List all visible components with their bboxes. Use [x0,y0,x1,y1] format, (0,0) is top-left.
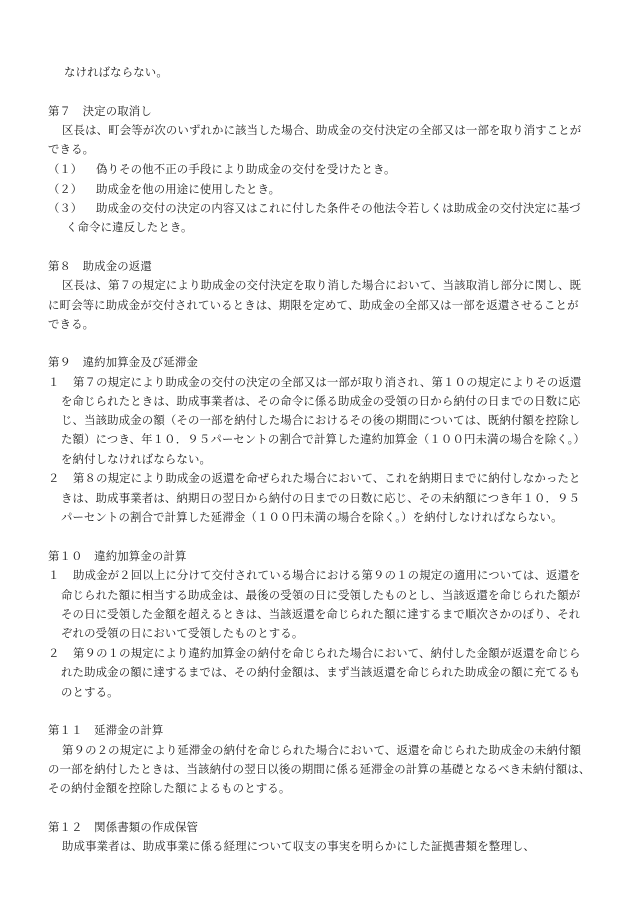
list-item-continuation: その日に受領した金額を超えるときは、当該返還を命じられた額に達するまで順次さかのぼり、それ [61,607,581,621]
item-number: １ [48,375,60,389]
paragraph-line: 区長は、第７の規定により助成金の交付決定を取り消した場合において、当該取消し部分に関し、既 [62,278,582,292]
text-line: なければならない。 [64,65,168,79]
section-heading-7: 第７ 決定の取消し [48,104,152,118]
list-item-continuation: を納付しなければならない。 [61,452,212,466]
paragraph-line: できる。 [48,317,95,331]
list-item: 助成金の交付の決定の内容又はこれに付した条件その他法令若しくは助成金の交付決定に基づ [96,201,581,215]
paragraph-line: の一部を納付したときは、当該納付の翌日以後の期間に係る延滞金の計算の基礎となるべき未納付額は、 [48,762,591,776]
item-number: ２ [48,471,60,485]
item-number: １ [48,568,60,582]
list-item-continuation: 命じられた額に相当する助成金は、最後の受領の日に受領したものとし、当該返還を命じられた額が [61,588,581,602]
list-item: 第７の規定により助成金の交付の決定の全部又は一部が取り消され、第１０の規定によりその返還 [73,375,582,389]
section-heading-12: 第１２ 関係書類の作成保管 [48,820,199,834]
item-number: （１） [48,162,83,176]
list-item: 第９の１の規定により違約加算金の納付を命じられた場合において、納付した金額が返還を命じら [73,646,581,660]
list-item-continuation: パーセントの割合で計算した延滞金（１００円未満の場合を除く。）を納付しなければならない。 [61,510,563,524]
item-number: （２） [48,182,83,196]
paragraph-line: 助成事業者は、助成事業に係る経理について収支の事実を明らかにした証拠書類を整理し、 [62,839,535,853]
section-heading-9: 第９ 違約加算金及び延滞金 [48,355,199,369]
paragraph-line: 区長は、町会等が次のいずれかに該当した場合、助成金の交付決定の全部又は一部を取り消すことが [62,123,582,137]
section-heading-8: 第８ 助成金の返還 [48,259,152,273]
paragraph-line: に町会等に助成金が交付されているときは、期限を定めて、助成金の全部又は一部を返還させることが [48,298,579,312]
item-number: （３） [48,201,83,215]
paragraph-line: その納付金額を控除した額によるものとする。 [48,781,291,795]
list-item: 第８の規定により助成金の返還を命ぜられた場合において、これを納期日までに納付しなかったと [73,471,581,485]
list-item-continuation: のとする。 [61,685,119,699]
list-item: 偽りその他不正の手段により助成金の交付を受けたとき。 [96,162,396,176]
paragraph-line: 第９の２の規定により延滞金の納付を命じられた場合において、返還を命じられた助成金の未納付額 [62,743,582,757]
paragraph-line: できる。 [48,142,95,156]
list-item-continuation: を命じられたときは、助成事業者は、その命令に係る助成金の受領の日から納付の日までの日数に応 [61,394,581,408]
section-heading-11: 第１１ 延滞金の計算 [48,723,164,737]
list-item-continuation: れた助成金の額に達するまでは、その納付金額は、まず当該返還を命じられた助成金の額に充てるも [61,665,581,679]
list-item: 助成金を他の用途に使用したとき。 [96,182,281,196]
list-item-continuation: く命令に違反したとき。 [66,220,193,234]
section-heading-10: 第１０ 違約加算金の計算 [48,549,187,563]
list-item-continuation: きは、助成事業者は、納期日の翌日から納付の日までの日数に応じ、その未納額につき年１０．９５ [61,491,581,505]
list-item-continuation: ぞれの受領の日において受領したものとする。 [61,626,304,640]
list-item: 助成金が２回以上に分けて交付されている場合における第９の１の規定の適用については、返還を [73,568,581,582]
list-item-continuation: た額）につき、年１０．９５パーセントの割合で計算した違約加算金（１００円未満の場合を除く。） [61,432,586,446]
item-number: ２ [48,646,60,660]
list-item-continuation: じ、当該助成金の額（その一部を納付した場合におけるその後の期間については、既納付額を控除し [61,413,581,427]
